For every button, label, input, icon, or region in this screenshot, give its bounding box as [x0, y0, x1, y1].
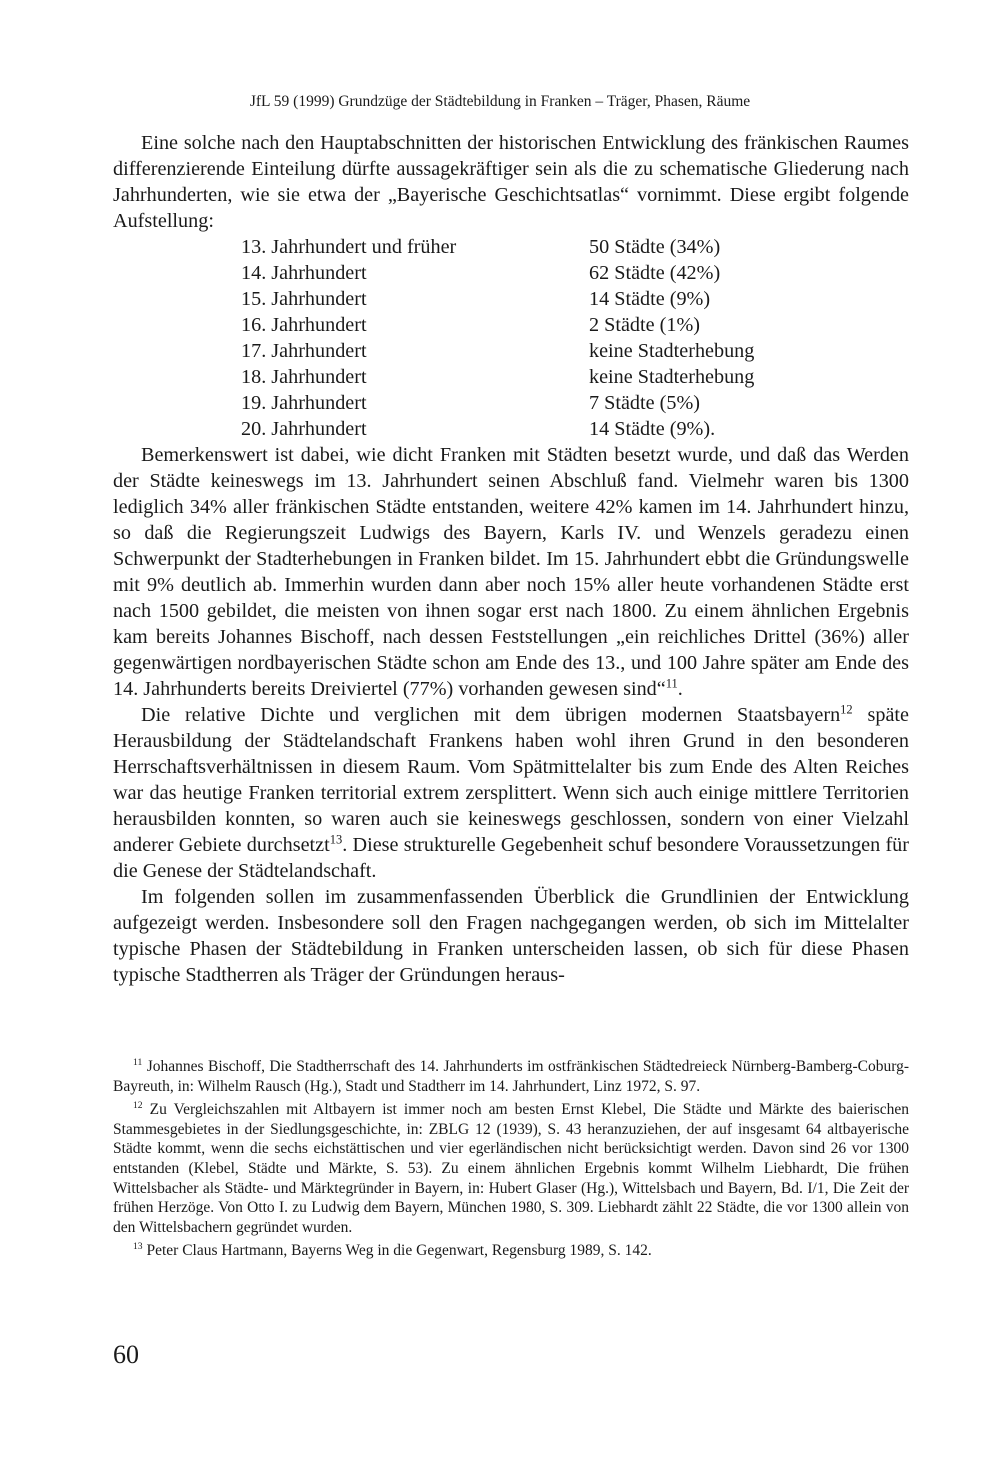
footnote-text: Zu Vergleichszahlen mit Altbayern ist immer noch am besten Ernst Klebel, Die Städte und Märkte des baierischen Stammesgebietes in der Siedlungsgeschichte, in: ZBLG 12 (1939), S. 43 heranzuziehen, der auf insgesamt 64 altbayerische Städte kommt, wenn die sechs eichstättischen und vier egerländischen nicht berücksichtigt werden. Davon sind 26 vor 1300 entstanden (Klebel, Städte und Märkte, S. 53). Zu einem ähnlichen Ergebnis kommt Wilhelm Liebhardt, Die frühen Wittelsbacher als Städte- und Märktegründer in Bayern, in: Hubert Glaser (Hg.), Wittelsbach und Bayern, Bd. I/1, Die Zeit der frühen Herzöge. Von Otto I. zu Ludwig dem Bayern, München 1980, S. 309. Liebhardt zählt 22 Städte, die vor 1300 allein von den Wittelsbachern gegründet wurden.: [113, 1101, 909, 1236]
paragraph-3-text-a: Die relative Dichte und verglichen mit dem übrigen modernen Staatsbayern: [141, 704, 841, 726]
value-cell: 14 Städte (9%): [589, 288, 711, 310]
paragraph-3-text-b: späte Herausbildung der Städtelandschaft Frankens haben wohl ihren Grund in den besonderen Herrschaftsverhältnissen in diesem Raum. Vom Spätmittelalter bis zum Ende des Alten Reiches war das heutige Franken territorial extrem zersplittert. Wenn sich auch einige mittlere Territorien herausbilden konnten, so waren auch sie keineswegs geschlossen, sondern von einer Vielzahl anderer Gebiete durchsetzt: [113, 704, 909, 856]
value-cell: 14 Städte (9%).: [589, 418, 716, 440]
footnote-number: 11: [133, 1056, 143, 1068]
paragraph-2-text: Bemerkenswert ist dabei, wie dicht Franken mit Städten besetzt wurde, und daß das Werden der Städte keineswegs im 13. Jahrhundert seinen Abschluß fand. Vielmehr waren bis 1300 lediglich 34% aller fränkischen Städte entstanden, weitere 42% kamen im 14. Jahrhundert hinzu, so daß die Regierungszeit Ludwigs des Bayern, Karls IV. und Wenzels geradezu einen Schwerpunkt der Stadterhebungen in Franken bildet. Im 15. Jahrhundert ebbt die Gründungswelle mit 9% deutlich ab. Immerhin wurden dann aber noch 15% aller heute vorhandenen Städte erst nach 1500 gebildet, die meisten von ihnen sogar erst nach 1800. Zu einem ähnlichen Ergebnis kam bereits Johannes Bischoff, nach dessen Feststellungen „ein reichliches Drittel (36%) aller gegenwärtigen nordbayerischen Städte schon am Ende des 13., und 100 Jahre später am Ende des 14. Jahrhunderts bereits Dreiviertel (77%) vorhanden gewesen sind“: [113, 444, 909, 700]
footnote-12: [113, 1100, 909, 1237]
table-row: [241, 416, 754, 442]
paragraph-2-end: .: [677, 678, 683, 700]
period-cell: 16. Jahrhundert: [241, 314, 367, 336]
foundation-table: [241, 234, 754, 442]
table-row: [241, 312, 754, 338]
table-row: [241, 338, 754, 364]
footnote-number: 13: [133, 1241, 143, 1253]
footnote-ref-11[interactable]: 11: [665, 676, 678, 691]
intro-paragraph: Eine solche nach den Hauptabschnitten der historischen Entwicklung des fränkischen Raumes differenzierende Einteilung dürfte aussagekräftiger sein als die zu schematische Gliederung nach Jahrhunderten, wie sie etwa der „Bayerische Geschichtsatlas“ vornimmt. Diese ergibt folgende Aufstellung:: [113, 132, 909, 232]
footnote-11: [113, 1057, 909, 1096]
paragraph-2: [113, 442, 909, 702]
period-cell: 15. Jahrhundert: [241, 288, 367, 310]
footnote-ref-12[interactable]: 12: [840, 702, 853, 717]
table-row: [241, 390, 754, 416]
footnote-number: 12: [133, 1100, 143, 1112]
footnotes: [113, 1057, 909, 1265]
page-number: 60: [113, 1340, 139, 1369]
value-cell: 62 Städte (42%): [589, 262, 721, 284]
paragraph-4: Im folgenden sollen im zusammenfassenden Überblick die Grundlinien der Entwicklung aufgezeigt werden. Insbesondere soll den Fragen nachgegangen werden, ob sich im Mittelalter typische Phasen der Städtebildung in Franken unterscheiden lassen, ob sich für diese Phasen typische Stadtherren als Träger der Gründungen heraus-: [113, 886, 909, 986]
table-row: [241, 234, 754, 260]
period-cell: 18. Jahrhundert: [241, 366, 367, 388]
period-cell: 17. Jahrhundert: [241, 340, 367, 362]
footnote-ref-13[interactable]: 13: [329, 832, 343, 847]
period-cell: 19. Jahrhundert: [241, 392, 367, 414]
value-cell: keine Stadterhebung: [589, 340, 755, 362]
table-row: [241, 260, 754, 286]
footnote-13: [113, 1241, 909, 1261]
paragraph-3: [113, 702, 909, 884]
main-text: [113, 130, 909, 988]
period-cell: 20. Jahrhundert: [241, 418, 367, 440]
value-cell: 50 Städte (34%): [589, 236, 721, 258]
running-head: JfL 59 (1999) Grundzüge der Städtebildung in Franken – Träger, Phasen, Räume: [249, 93, 751, 110]
footnote-text: Johannes Bischoff, Die Stadtherrschaft des 14. Jahrhunderts im ostfränkischen Städtedreieck Nürnberg-Bamberg-Coburg-Bayreuth, in: Wilhelm Rausch (Hg.), Stadt und Stadtherr im 14. Jahrhundert, Linz 1972, S. 97.: [113, 1058, 909, 1095]
footnote-text: Peter Claus Hartmann, Bayerns Weg in die Gegenwart, Regensburg 1989, S. 142.: [142, 1242, 652, 1260]
period-cell: 13. Jahrhundert und früher: [241, 236, 457, 258]
table-row: [241, 364, 754, 390]
paragraph-3-text-c: . Diese strukturelle Gegebenheit schuf besondere Voraussetzungen für die Genese der Städtelandschaft.: [113, 834, 909, 882]
value-cell: 2 Städte (1%): [589, 314, 701, 336]
value-cell: keine Stadterhebung: [589, 366, 755, 388]
period-cell: 14. Jahrhundert: [241, 262, 367, 284]
value-cell: 7 Städte (5%): [589, 392, 701, 414]
table-row: [241, 286, 754, 312]
